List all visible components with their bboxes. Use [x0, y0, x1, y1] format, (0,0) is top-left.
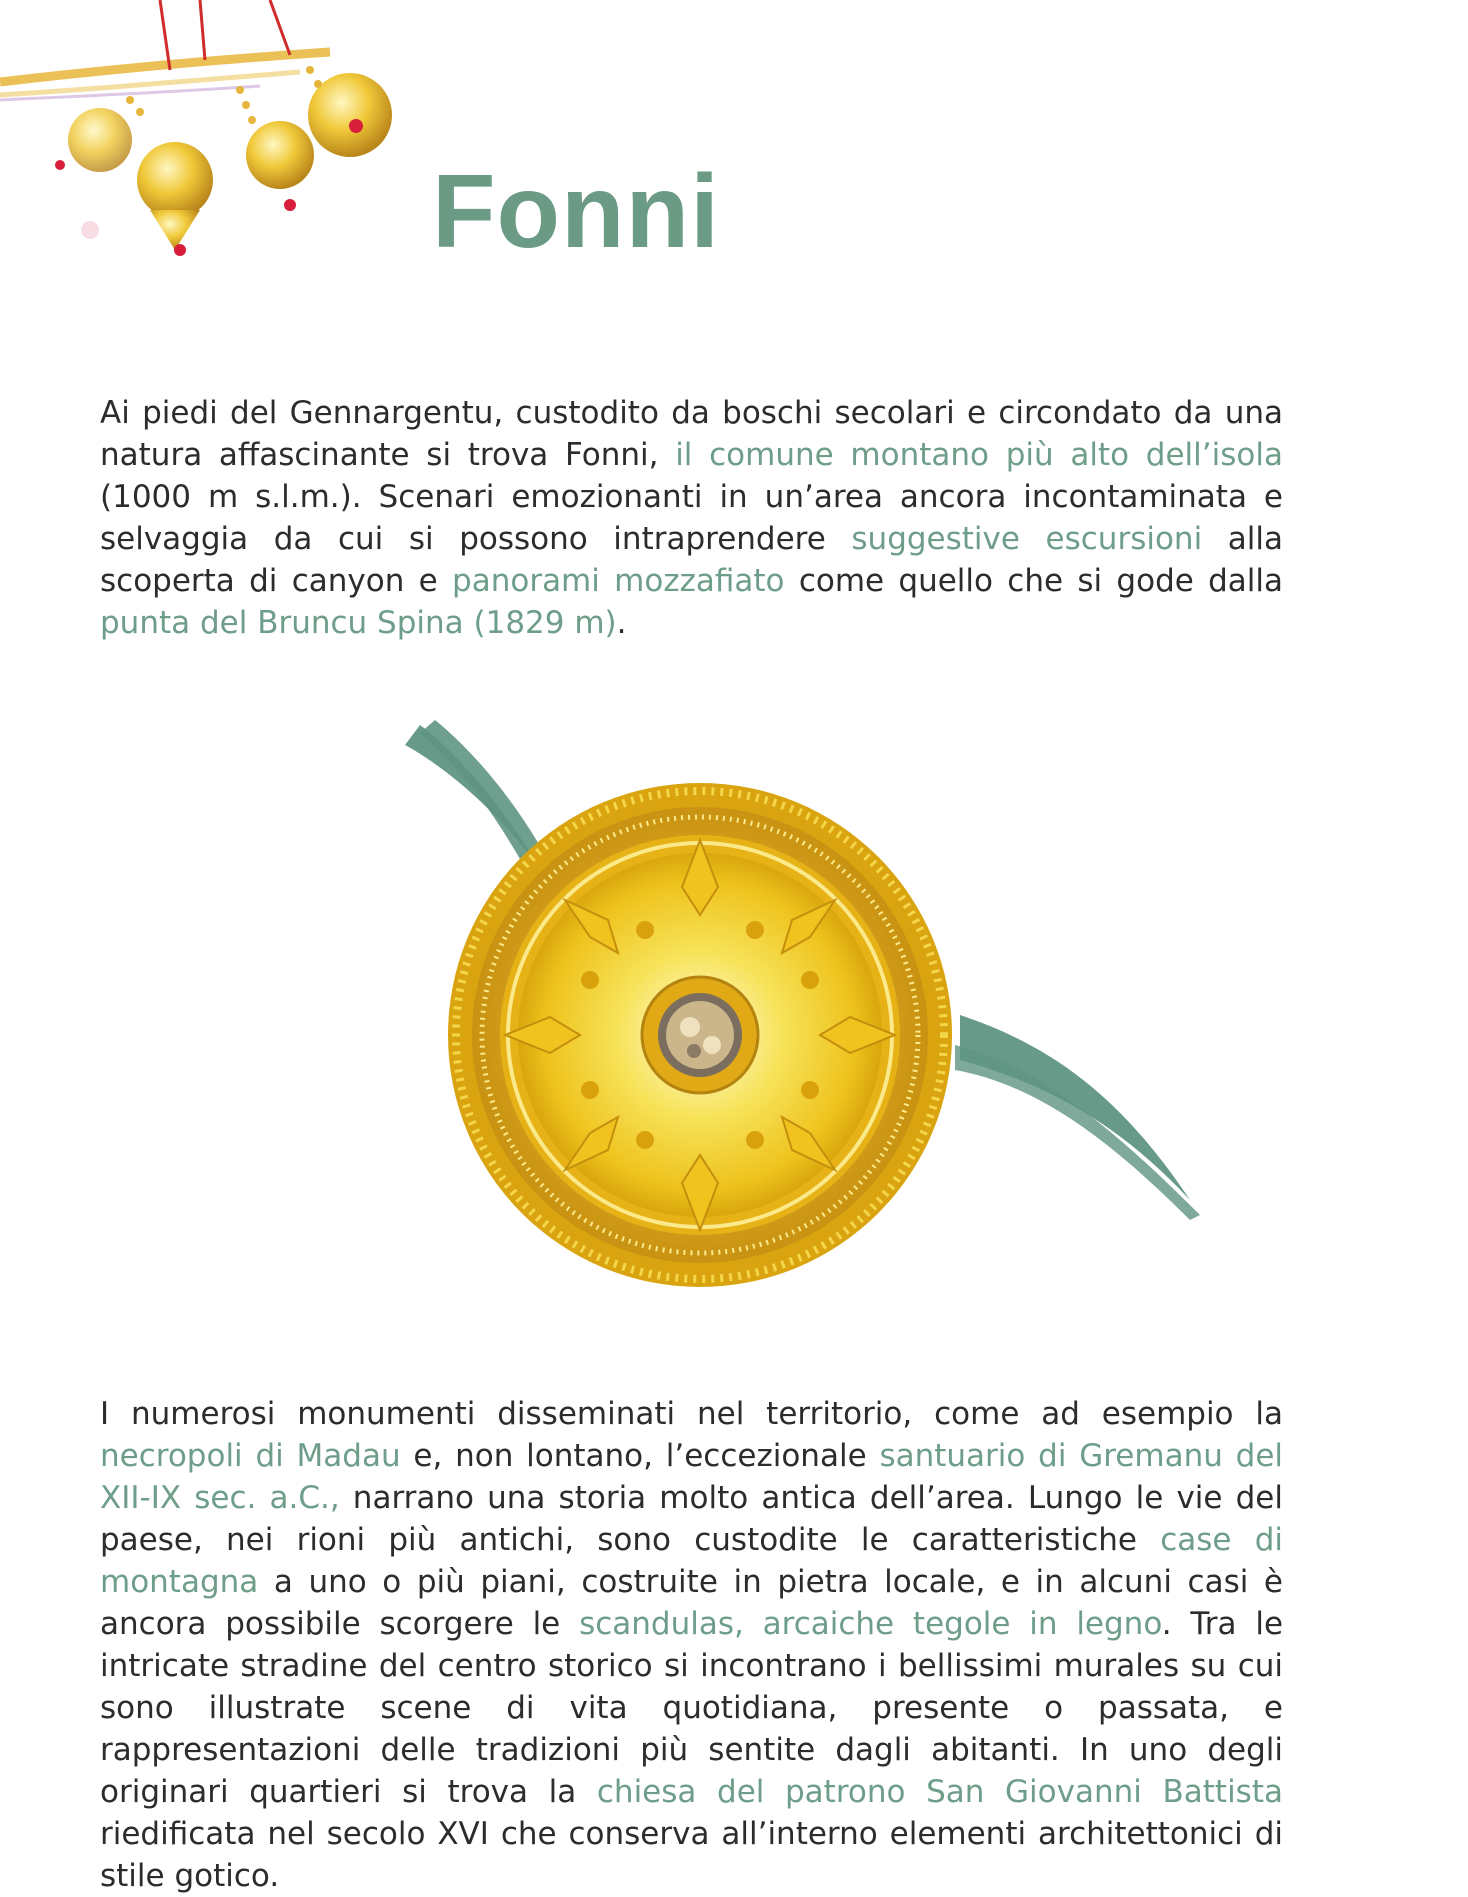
history-text-2: e, non lontano, l’eccezionale [400, 1438, 880, 1474]
highlight-mountain-houses: case di montagna [100, 1522, 1283, 1600]
highlight-church: chiesa del patrono San Giovanni Battista [596, 1774, 1283, 1810]
history-text-5: . Tra le intricate stradine del centro storico si incontrano i bellissimi murales su cui sono illustrate scene di vita quotidiana, presente o passata, e rappresentazioni delle tradizioni più sentite dagli abitanti. In uno degli originari quartieri si trova la [100, 1606, 1284, 1810]
intro-text-1: Ai piedi del Gennargentu, custodito da boschi secolari e circondato da una natura affascinante si trova Fonni, [100, 395, 1283, 473]
intro-paragraph [100, 392, 1283, 644]
history-text-4: a uno o più piani, costruite in pietra locale, e in alcuni casi è ancora possibile scorgere le [100, 1564, 1283, 1642]
history-text-1: I numerosi monumenti disseminati nel territorio, come ad esempio la [100, 1396, 1283, 1432]
gold-pendants-decoration [0, 0, 420, 270]
gold-medallion-illustration [400, 715, 1220, 1295]
highlight-sanctuary: santuario di Gremanu del XII-IX sec. a.C., [100, 1438, 1284, 1516]
intro-text-3: alla scoperta di canyon e [100, 521, 1283, 599]
page-title: Fonni [432, 154, 721, 270]
highlight-bruncu-spina: punta del Bruncu Spina (1829 m) [100, 605, 617, 641]
history-paragraph [100, 1393, 1283, 1897]
intro-text-4: come quello che si gode dalla [784, 563, 1284, 599]
highlight-scandulas: scandulas, arcaiche tegole in legno [579, 1606, 1162, 1642]
highlight-excursions: suggestive escursioni [851, 521, 1203, 557]
history-text-3: narrano una storia molto antica dell’area. Lungo le vie del paese, nei rioni più antichi, sono custodite le caratteristiche [100, 1480, 1283, 1558]
intro-text-2: (1000 m s.l.m.). Scenari emozionanti in un’area ancora incontaminata e selvaggia da cui si possono intraprendere [100, 479, 1283, 557]
intro-text-5: . [616, 605, 627, 641]
highlight-necropolis: necropoli di Madau [100, 1438, 401, 1474]
history-text-6: riedificata nel secolo XVI che conserva all’interno elementi architettonici di stile gotico. [100, 1816, 1283, 1894]
highlight-panoramas: panorami mozzafiato [452, 563, 785, 599]
highlight-highest-town: il comune montano più alto dell’isola [675, 437, 1283, 473]
